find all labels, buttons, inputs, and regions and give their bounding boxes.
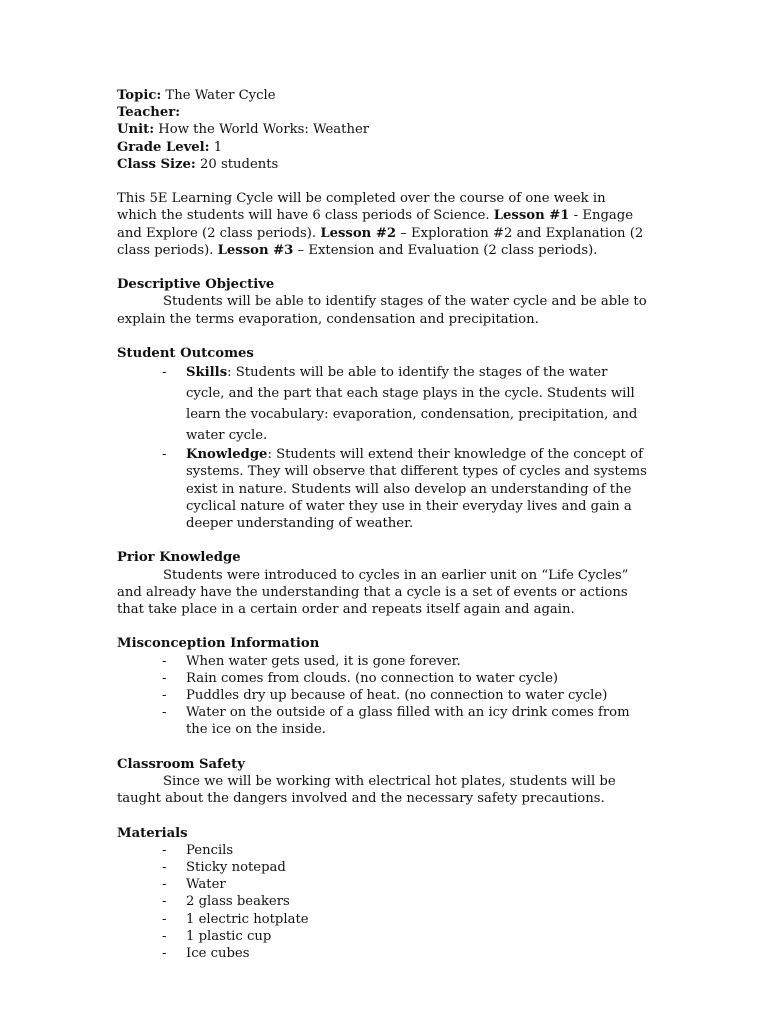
material-text: Water xyxy=(186,877,226,893)
misconception-heading: Misconception Information xyxy=(117,636,320,652)
bullet-dash: - xyxy=(162,447,167,463)
outcomes-list xyxy=(117,362,647,446)
knowledge-text: : Students will extend their knowledge of the concept of systems. They will observe that different types of cycles and systems exist in nature. Students will also develop an understanding of the cyclical nature of water they use in their everyday lives and gain a deeper understanding of weather. xyxy=(186,447,647,532)
materials-heading: Materials xyxy=(117,825,188,841)
intro-text-3: – Exploration #2 and Explanation (2 class periods). xyxy=(117,225,644,258)
bullet-dash: - xyxy=(162,705,167,721)
lesson-2-label: Lesson #2 xyxy=(320,225,397,241)
list-item xyxy=(117,842,647,859)
class-size-value: 20 students xyxy=(195,156,279,172)
class-size-label: Class Size: xyxy=(117,156,196,172)
list-item xyxy=(117,911,647,928)
grade-line xyxy=(117,139,647,156)
bullet-dash: - xyxy=(162,894,167,910)
misconception-text: When water gets used, it is gone forever. xyxy=(186,653,461,669)
list-item xyxy=(117,687,647,704)
unit-label: Unit: xyxy=(117,122,155,138)
descriptive-objective-body: Students will be able to identify stages of the water cycle and be able to explain the terms evaporation, condensation and precipitation. xyxy=(117,294,647,327)
list-item xyxy=(117,670,647,687)
teacher-line xyxy=(117,104,647,121)
bullet-dash: - xyxy=(162,928,167,944)
list-item xyxy=(117,893,647,910)
descriptive-objective-text xyxy=(117,293,647,327)
bullet-dash: - xyxy=(162,688,167,704)
topic-label: Topic: xyxy=(117,88,162,103)
material-text: Pencils xyxy=(186,842,234,858)
list-item xyxy=(117,859,647,876)
misconception-text: Puddles dry up because of heat. (no connection to water cycle) xyxy=(186,688,608,704)
material-text: 1 plastic cup xyxy=(186,928,272,944)
skills-text: : Students will be able to identify the stages of the water cycle, and the part that each stage plays in the cycle. Students will learn the vocabulary: evaporation, condensation, precipitation, and water cycle. xyxy=(186,365,638,444)
skills-label: Skills xyxy=(186,365,228,381)
list-item xyxy=(117,945,647,962)
classroom-safety-heading: Classroom Safety xyxy=(117,756,245,772)
misconception-text: Water on the outside of a glass filled with an icy drink comes from the ice on the inside. xyxy=(186,705,630,738)
lesson-1-label: Lesson #1 xyxy=(493,208,570,224)
bullet-dash: - xyxy=(162,877,167,893)
student-outcomes-heading: Student Outcomes xyxy=(117,346,254,361)
list-item xyxy=(117,704,647,738)
prior-knowledge-heading: Prior Knowledge xyxy=(117,550,241,566)
student-outcomes-section xyxy=(117,345,647,532)
prior-knowledge-section xyxy=(117,549,647,618)
prior-knowledge-text xyxy=(117,567,647,619)
grade-value: 1 xyxy=(209,139,223,155)
misconception-section xyxy=(117,635,647,738)
classroom-safety-text xyxy=(117,773,647,807)
header-block xyxy=(117,87,647,173)
lesson-plan-content xyxy=(117,87,647,962)
class-size-line xyxy=(117,156,647,173)
classroom-safety-section xyxy=(117,756,647,808)
bullet-dash: - xyxy=(162,670,167,686)
list-item xyxy=(117,446,647,532)
descriptive-objective-heading: Descriptive Objective xyxy=(117,277,275,293)
bullet-dash: - xyxy=(162,946,167,962)
teacher-label: Teacher: xyxy=(117,105,181,121)
unit-line xyxy=(117,121,647,138)
grade-label: Grade Level: xyxy=(117,139,210,155)
materials-list xyxy=(117,842,647,962)
topic-value: The Water Cycle xyxy=(161,88,276,103)
list-item xyxy=(117,876,647,893)
list-item xyxy=(117,362,647,446)
misconception-text: Rain comes from clouds. (no connection to water cycle) xyxy=(186,670,559,686)
unit-value: How the World Works: Weather xyxy=(154,122,370,138)
intro-paragraph xyxy=(117,190,647,259)
bullet-dash: - xyxy=(162,365,167,381)
classroom-safety-body: Since we will be working with electrical hot plates, students will be taught about the dangers involved and the necessary safety precautions. xyxy=(117,774,616,807)
misconception-list xyxy=(117,653,647,739)
bullet-dash: - xyxy=(162,842,167,858)
intro-text-2: - Engage and Explore (2 class periods). xyxy=(117,208,633,241)
lesson-3-label: Lesson #3 xyxy=(217,242,294,258)
material-text: 1 electric hotplate xyxy=(186,911,309,927)
bullet-dash: - xyxy=(162,911,167,927)
bullet-dash: - xyxy=(162,860,167,876)
intro-text-4: – Extension and Evaluation (2 class periods). xyxy=(293,242,598,258)
intro-text-1: This 5E Learning Cycle will be completed over the course of one week in which the students will have 6 class periods of Science. xyxy=(117,191,606,224)
materials-section xyxy=(117,825,647,963)
knowledge-label: Knowledge xyxy=(186,447,268,463)
material-text: Ice cubes xyxy=(186,946,250,962)
list-item xyxy=(117,653,647,670)
outcomes-list-2 xyxy=(117,446,647,532)
bullet-dash: - xyxy=(162,653,167,669)
material-text: 2 glass beakers xyxy=(186,894,290,910)
list-item xyxy=(117,928,647,945)
topic-line xyxy=(117,87,647,104)
prior-knowledge-body: Students were introduced to cycles in an earlier unit on “Life Cycles” and already have the understanding that a cycle is a set of events or actions that take place in a certain order and repeats itself again and again. xyxy=(117,567,629,618)
material-text: Sticky notepad xyxy=(186,860,286,876)
descriptive-objective-section xyxy=(117,276,647,328)
